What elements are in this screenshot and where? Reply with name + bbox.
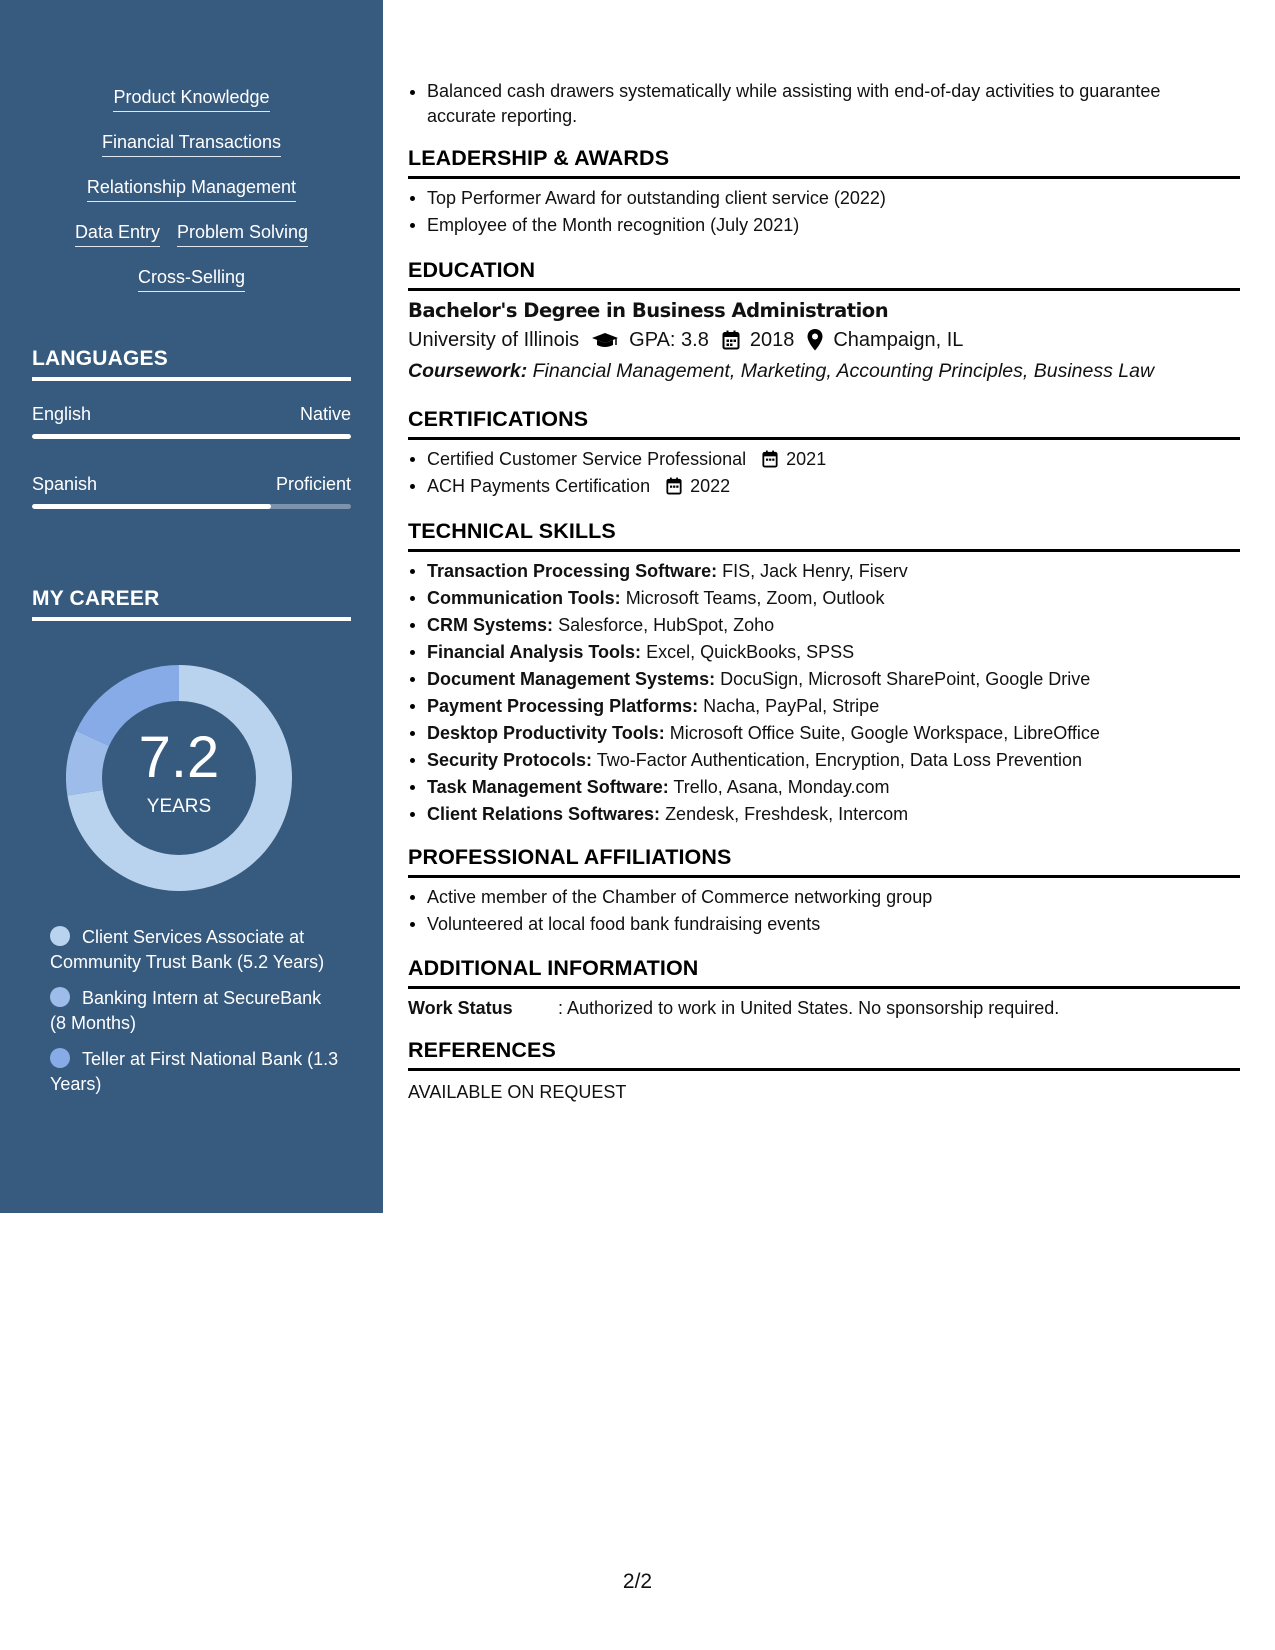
career-item-text: Teller at First National Bank (1.3 Years)	[50, 1049, 339, 1094]
skill-label: Client Relations Softwares:	[427, 804, 661, 824]
career-donut-chart	[66, 665, 292, 891]
career-item	[50, 925, 340, 974]
language-bar	[32, 504, 351, 509]
career-heading: MY CAREER	[32, 587, 351, 621]
skill-value: Two-Factor Authentication, Encryption, Data Loss Prevention	[596, 750, 1082, 770]
list-item	[408, 774, 1240, 801]
leadership-section	[408, 146, 1240, 239]
language-bar-fill	[32, 434, 351, 439]
language-level: Native	[299, 404, 351, 424]
career-item-text: Client Services Associate at Community Trust Bank (5.2 Years)	[50, 927, 325, 972]
page-number: 2/2	[622, 1570, 653, 1593]
coursework-label: Coursework:	[408, 360, 528, 382]
language-english	[32, 403, 351, 439]
skills-list	[0, 86, 383, 311]
career-item	[50, 986, 340, 1035]
skill-value: Microsoft Teams, Zoom, Outlook	[625, 588, 885, 608]
skill-row	[0, 131, 383, 176]
skill-label: Desktop Productivity Tools:	[427, 723, 665, 743]
certification-year: 2022	[690, 476, 731, 496]
legend-dot	[50, 1048, 70, 1068]
section-heading: LEADERSHIP & AWARDS	[408, 146, 1240, 179]
skill-value: Zendesk, Freshdesk, Intercom	[665, 804, 909, 824]
certification-name: Certified Customer Service Professional	[427, 449, 747, 469]
coursework-list: Financial Management, Marketing, Accounting Principles, Business Law	[532, 360, 1155, 382]
skill-label: Document Management Systems:	[427, 669, 716, 689]
list-item: Employee of the Month recognition (July 2021)	[408, 212, 1240, 239]
skill-value: DocuSign, Microsoft SharePoint, Google Drive	[720, 669, 1091, 689]
skill-value: Nacha, PayPal, Stripe	[703, 696, 880, 716]
career-list	[50, 925, 340, 1108]
references-text: AVAILABLE ON REQUEST	[408, 1082, 627, 1102]
skill-value: Salesforce, HubSpot, Zoho	[558, 615, 775, 635]
language-bar	[32, 434, 351, 439]
coursework	[408, 357, 1240, 385]
language-name: English	[32, 404, 92, 424]
gpa: GPA: 3.8	[629, 329, 709, 351]
school-name: University of Illinois	[408, 329, 580, 351]
list-item: Top Performer Award for outstanding client service (2022)	[408, 185, 1240, 212]
section-heading: REFERENCES	[408, 1038, 1240, 1071]
location: Champaign, IL	[833, 329, 964, 351]
list-item	[408, 693, 1240, 720]
skill-tag: Cross-Selling	[138, 266, 245, 292]
career-item-text: Banking Intern at SecureBank (8 Months)	[50, 988, 322, 1033]
work-status-value: : Authorized to work in United States. No sponsorship required.	[558, 998, 1060, 1018]
languages-heading: LANGUAGES	[32, 347, 351, 381]
list-item: Balanced cash drawers systematically while assisting with end-of-day activities to guarantee accurate reporting.	[408, 79, 1218, 129]
affiliations-section	[408, 845, 1240, 938]
skill-value: FIS, Jack Henry, Fiserv	[722, 561, 908, 581]
certification-year: 2021	[786, 449, 827, 469]
career-total: 7.2	[138, 725, 220, 790]
list-item	[408, 639, 1240, 666]
education-section	[408, 258, 1240, 385]
section-heading: TECHNICAL SKILLS	[408, 519, 1240, 552]
education-meta	[408, 326, 1240, 354]
list-item	[408, 666, 1240, 693]
list-item	[408, 558, 1240, 585]
work-status-label: Work Status	[408, 998, 513, 1018]
certifications-section	[408, 407, 1240, 500]
skill-label: CRM Systems:	[427, 615, 554, 635]
skill-label: Financial Analysis Tools:	[427, 642, 642, 662]
list-item	[408, 612, 1240, 639]
section-heading: EDUCATION	[408, 258, 1240, 291]
section-heading: ADDITIONAL INFORMATION	[408, 956, 1240, 989]
technical-skills-list	[408, 558, 1240, 828]
language-spanish	[32, 473, 351, 509]
experience-bullets	[408, 79, 1218, 129]
list-item: Active member of the Chamber of Commerce networking group	[408, 884, 1240, 911]
career-item	[50, 1047, 340, 1096]
list-item	[408, 473, 1240, 500]
work-status-row	[408, 995, 1240, 1022]
skill-tag: Financial Transactions	[102, 131, 281, 157]
list-item	[408, 801, 1240, 828]
list-item	[408, 585, 1240, 612]
legend-dot	[50, 926, 70, 946]
career-unit: YEARS	[146, 796, 212, 817]
language-level: Proficient	[275, 474, 351, 494]
skill-row	[0, 266, 383, 311]
skill-value: Excel, QuickBooks, SPSS	[646, 642, 855, 662]
legend-dot	[50, 987, 70, 1007]
list-item: Volunteered at local food bank fundraising events	[408, 911, 1240, 938]
skill-tag: Problem Solving	[177, 221, 308, 247]
degree-title: Bachelor's Degree in Business Administration	[408, 299, 889, 322]
skill-row	[0, 221, 383, 266]
certification-name: ACH Payments Certification	[427, 476, 651, 496]
calendar-icon	[666, 477, 682, 495]
list-item	[408, 446, 1240, 473]
skill-value: Trello, Asana, Monday.com	[673, 777, 890, 797]
skill-label: Security Protocols:	[427, 750, 593, 770]
skill-row	[0, 86, 383, 131]
graduation-year: 2018	[749, 329, 795, 351]
skill-label: Task Management Software:	[427, 777, 669, 797]
location-pin-icon	[807, 329, 823, 351]
skill-label: Payment Processing Platforms:	[427, 696, 699, 716]
skill-label: Communication Tools:	[427, 588, 621, 608]
section-heading: PROFESSIONAL AFFILIATIONS	[408, 845, 1240, 878]
list-item	[408, 720, 1240, 747]
graduation-cap-icon	[591, 330, 619, 350]
additional-info-section	[408, 956, 1240, 1022]
calendar-icon	[762, 450, 778, 468]
technical-skills-section	[408, 519, 1240, 828]
skill-tag: Relationship Management	[87, 176, 296, 202]
sidebar	[0, 0, 383, 1213]
list-item	[408, 747, 1240, 774]
skill-tag: Product Knowledge	[113, 86, 269, 112]
skill-value: Microsoft Office Suite, Google Workspace, LibreOffice	[669, 723, 1100, 743]
section-heading: CERTIFICATIONS	[408, 407, 1240, 440]
references-section	[408, 1038, 1240, 1106]
language-name: Spanish	[32, 474, 98, 494]
language-bar-fill	[32, 504, 271, 509]
skill-tag: Data Entry	[75, 221, 160, 247]
calendar-icon	[722, 330, 740, 350]
skill-row	[0, 176, 383, 221]
skill-label: Transaction Processing Software:	[427, 561, 718, 581]
